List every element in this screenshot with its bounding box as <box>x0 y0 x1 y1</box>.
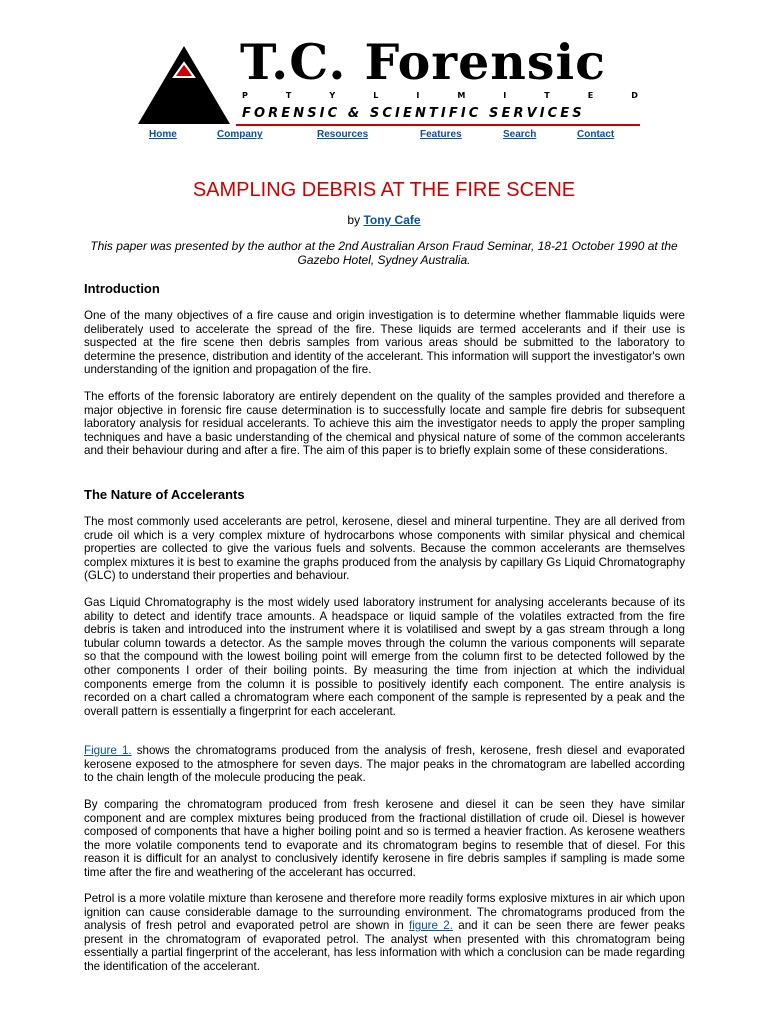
pty-letter: L <box>373 91 379 100</box>
nav-resources-link[interactable]: Resources <box>317 129 369 140</box>
byline-prefix: by <box>347 213 361 227</box>
nav-search-link[interactable]: Search <box>503 129 537 140</box>
tagline: FORENSIC & SCIENTIFIC SERVICES <box>242 106 585 121</box>
figure-2-text-before: Petrol is a more volatile mixture than kerosene and therefore more readily forms explosive mixtures in air which upon ignition can cause considerable damage to the surrounding environment. The chromatograms produced from the analysis of fresh petrol and evaporated petrol are shown in <box>84 892 685 933</box>
section-heading-introduction: Introduction <box>84 281 160 296</box>
section-heading-nature-of-accelerants: The Nature of Accelerants <box>84 487 245 502</box>
paragraph-figure-2 <box>84 892 685 974</box>
pty-letter: D <box>631 91 638 100</box>
figure-1-text: shows the chromatograms produced from the analysis of fresh, kerosene, fresh diesel and evaporated kerosene exposed to the atmosphere for seven days. The major peaks in the chromatogram are labelled according to the chain length of the molecule producing the peak. <box>84 744 685 785</box>
presentation-note: This paper was presented by the author at the 2nd Australian Arson Fraud Seminar, 18-21 October 1990 at the Gazebo Hotel, Sydney Australia. <box>90 239 678 267</box>
byline <box>0 212 768 228</box>
paragraph: The most commonly used accelerants are petrol, kerosene, diesel and mineral turpentine. They are all derived from crude oil which is a very complex mixture of hydrocarbons whose components with similar physical and chemical properties are collected to give the various fuels and solvents. Because the common accelerants are themselves complex mixtures it is best to examine the graphs produced from the analysis by capillary Gs Liquid Chromatography (GLC) to understand their properties and behaviour. <box>84 515 685 583</box>
pty-letter: Y <box>329 91 336 100</box>
author-link[interactable]: Tony Cafe <box>363 213 421 227</box>
nav-features-link[interactable]: Features <box>420 129 462 140</box>
nav-contact-link[interactable]: Contact <box>577 129 615 140</box>
pty-letter: I <box>503 91 507 100</box>
paragraph-figure-1 <box>84 744 685 785</box>
pty-letter: T <box>544 91 550 100</box>
figure-1-link[interactable]: Figure 1. <box>84 744 132 757</box>
paragraph: Gas Liquid Chromatography is the most widely used laboratory instrument for analysing accelerants because of its ability to detect and identify trace amounts. A headspace or liquid sample of the volatiles extracted from the fire debris is taken and introduced into the instrument where it is volatilised and swept by a gas stream through a long tubular column towards a detector. As the sample moves through the column the various components will separate so that the compound with the lowest boiling point will emerge from the column first to be detected followed by the other components I order of their boiling points. By measuring the time from injection at which the individual components emerge from the column it is possible to positively identify each component. The entire analysis is recorded on a chart called a chromatogram where each component of the sample is represented by a peak and the overall pattern is essentially a fingerprint for each accelerant. <box>84 596 685 718</box>
pty-letter: M <box>457 91 466 100</box>
nav-company-link[interactable]: Company <box>217 129 263 140</box>
paragraph: One of the many objectives of a fire cause and origin investigation is to determine whether flammable liquids were deliberately used to accelerate the spread of the fire. These liquids are termed accelerants and if their use is suspected at the fire scene then debris samples from various areas should be submitted to the laboratory to determine the presence, distribution and identity of the accelerant. This information will support the investigator's own understanding of the ignition and propagation of the fire. <box>84 309 685 377</box>
nav-home-link[interactable]: Home <box>149 129 177 140</box>
paragraph: By comparing the chromatogram produced from fresh kerosene and diesel it can be seen they have similar component and are complex mixtures being produced from the fractional distillation of crude oil. Diesel is however composed of components that have a higher boiling point and so is termed a heavier fraction. As kerosene weathers the more volatile components tend to evaporate and its chromatogram begins to resemble that of diesel. For this reason it is difficult for an analyst to conclusively identify kerosene in fire debris samples if sampling is made some time after the fire and weathering of the accelerant has occurred. <box>84 798 685 879</box>
pty-letter: E <box>587 91 594 100</box>
article-title: SAMPLING DEBRIS AT THE FIRE SCENE <box>192 179 576 201</box>
pty-limited <box>242 92 638 100</box>
pty-letter: T <box>285 91 292 100</box>
figure-2-text-after: and it can be seen there are fewer peaks present in the chromatogram of evaporated petrol. The analyst when presented with this chromatogram being essentially a partial fingerprint of the accelerant, has less information with which a conclusion can be made regarding the identification of the accelerant. <box>84 919 685 973</box>
top-nav <box>0 129 768 143</box>
paragraph: The efforts of the forensic laboratory are entirely dependent on the quality of the samples provided and therefore a major objective in forensic fire cause determination is to successfully locate and sample fire debris for subsequent laboratory analysis for residual accelerants. To achieve this aim the investigator needs to apply the proper sampling techniques and have a basic understanding of the chemical and physical nature of some of the common accelerants and their behaviour during and after a fire. The aim of this paper is to briefly explain some of these considerations. <box>84 390 685 458</box>
figure-2-link[interactable]: figure 2. <box>408 919 453 933</box>
triangle-logo-icon <box>136 44 232 126</box>
brand-name: T.C. Forensic <box>240 33 606 91</box>
pty-letter: P <box>242 91 248 100</box>
header-divider <box>236 124 640 126</box>
pty-letter: I <box>416 91 420 100</box>
site-logo <box>136 33 640 130</box>
